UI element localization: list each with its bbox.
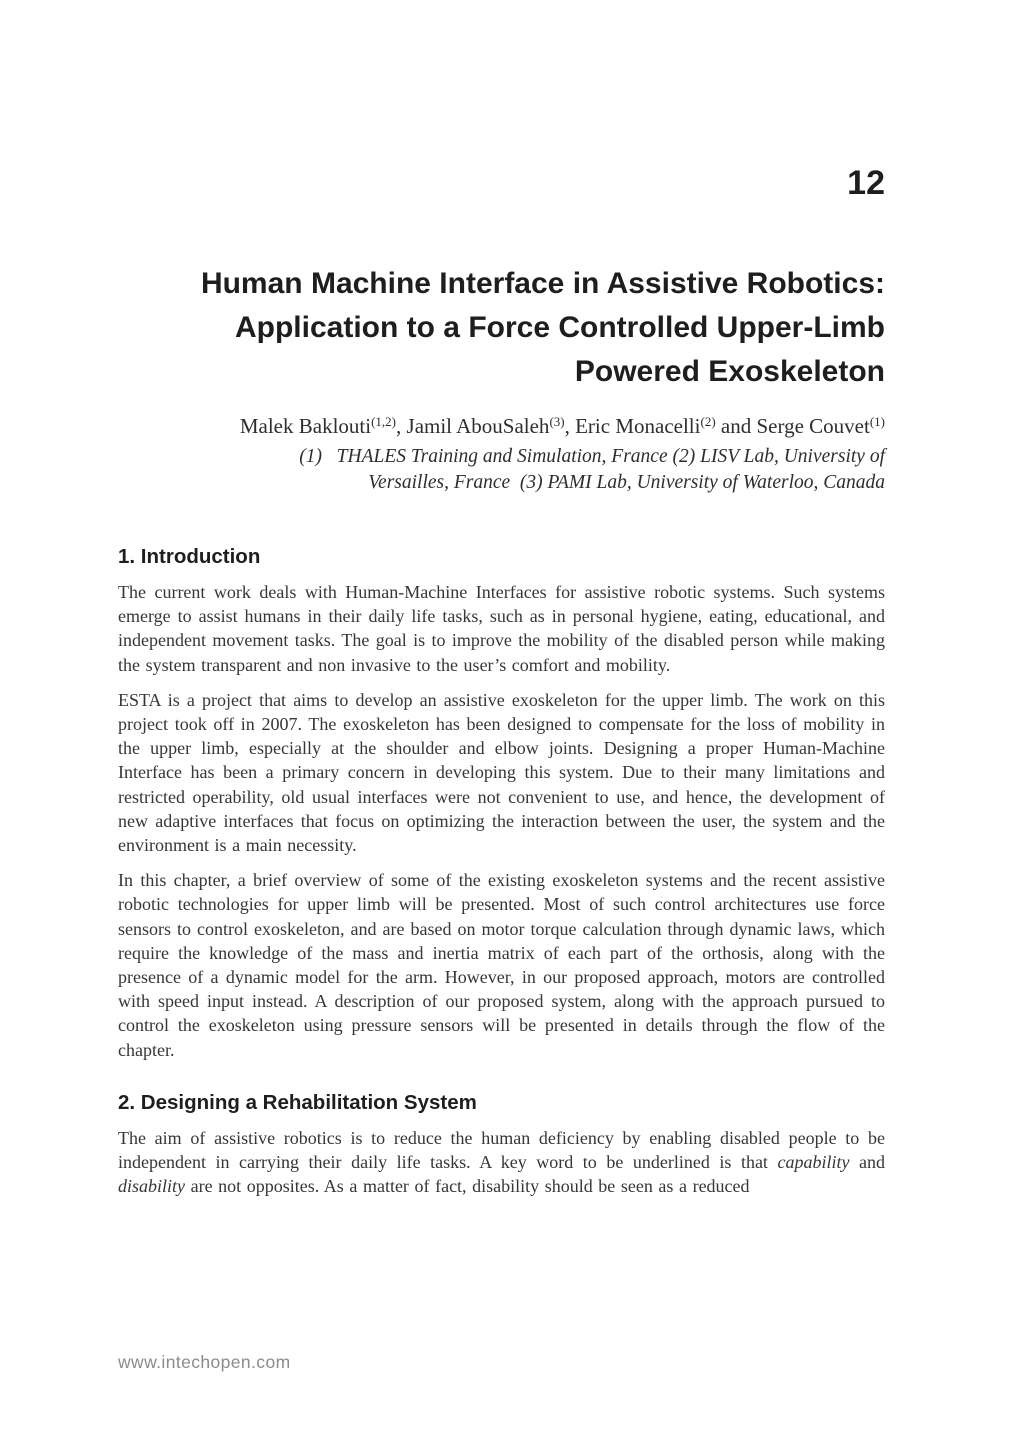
section-heading: 2. Designing a Rehabilitation System xyxy=(118,1090,477,1114)
authors-line xyxy=(118,409,885,439)
chapter-title xyxy=(118,262,885,394)
paragraph xyxy=(118,688,885,857)
text-run: and xyxy=(849,1152,885,1173)
paragraph xyxy=(118,868,885,1062)
section-designing-rehabilitation-system xyxy=(118,1091,885,1199)
text-run: are not opposites. As a matter of fact, disability should be seen as a reduced xyxy=(185,1176,750,1197)
text-run: Malek Baklouti xyxy=(239,414,372,438)
title-line: Human Machine Interface in Assistive Robotics: xyxy=(200,267,885,300)
text-run: ESTA is a project that aims to develop an assistive exoskeleton for the upper limb. The work on this project took off in 2007. The exoskeleton has been designed to compensate for the loss of mobility in the upper limb, especially at the shoulder and elbow joints. Designing a proper Human-Machine Interface has been a primary concern in developing this system. Due to their many limitations and restricted operability, old usual interfaces were not convenient to use, and hence, the development of new adaptive interfaces that focus on optimizing the interaction between the user, the system and the environment is a main necessity. xyxy=(118,689,885,856)
text-run: , Eric Monacelli xyxy=(564,414,701,438)
sup-run: (1) xyxy=(869,414,885,429)
affiliation-line: Versailles, France (3) PAMI Lab, University of Waterloo, Canada xyxy=(368,471,885,493)
italic-run: disability xyxy=(118,1176,185,1197)
section-introduction xyxy=(118,545,885,1062)
paragraph xyxy=(118,580,885,677)
affiliations xyxy=(118,444,885,495)
text-run: The current work deals with Human-Machine Interfaces for assistive robotic systems. Such systems emerge to assist humans in their daily life tasks, such as in personal hygiene, eating, educational, and independent movement tasks. The goal is to improve the mobility of the disabled person while making the system transparent and non invasive to the user’s comfort and mobility. xyxy=(118,582,885,675)
footer-url: www.intechopen.com xyxy=(118,1352,291,1372)
sup-run: (3) xyxy=(549,414,565,429)
text-run: , Jamil AbouSaleh xyxy=(396,414,550,438)
italic-run: capability xyxy=(777,1152,850,1173)
text-run: The aim of assistive robotics is to reduce the human deficiency by enabling disabled people to be independent in carrying their daily life tasks. A key word to be underlined is that xyxy=(118,1127,885,1173)
affiliation-line: (1) THALES Training and Simulation, France (2) LISV Lab, University of xyxy=(299,446,885,467)
section-heading: 1. Introduction xyxy=(118,545,261,568)
chapter-number: 12 xyxy=(847,164,885,202)
text-run: In this chapter, a brief overview of some of the existing exoskeleton systems and the recent assistive robotic technologies for upper limb will be presented. Most of such control architectures use force sensors to control exoskeleton, and are based on motor torque calculation through dynamic laws, which require the knowledge of the mass and inertia matrix of each part of the orthosis, along with the presence of a dynamic model for the arm. However, in our proposed approach, motors are controlled with speed input instead. A description of our proposed system, along with the approach pursued to control the exoskeleton using pressure sensors will be presented in details through the flow of the chapter. xyxy=(118,870,885,1060)
paragraph xyxy=(118,1126,885,1199)
text-run: and Serge Couvet xyxy=(715,414,870,438)
sup-run: (2) xyxy=(700,414,716,429)
sup-run: (1,2) xyxy=(371,414,397,429)
title-line: Application to a Force Controlled Upper-Limb xyxy=(234,311,885,344)
title-line: Powered Exoskeleton xyxy=(574,355,885,388)
